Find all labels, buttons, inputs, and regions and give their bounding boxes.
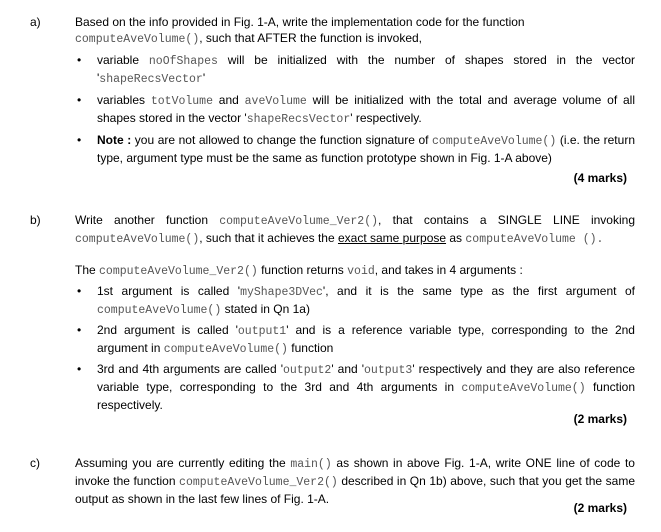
question-b-marks: (2 marks)	[573, 412, 627, 426]
question-b-body	[75, 212, 635, 413]
text: 1st argument is called '	[97, 284, 241, 298]
question-b-bullet-2	[75, 322, 635, 358]
question-b-bullet-1	[75, 283, 635, 319]
code-function-name: computeAveVolume_Ver2()	[219, 215, 379, 228]
code-function-name: computeAveVolume()	[163, 343, 288, 356]
code-type: void	[347, 265, 375, 278]
bullet-icon: •	[77, 133, 82, 147]
text: as shown in above Fig. 1-A, write ONE line of code to invoke the function	[75, 456, 635, 488]
text: Based on the info provided in Fig. 1-A, write the implementation code for the function	[75, 15, 525, 29]
question-a-intro	[75, 14, 635, 48]
text: 2nd argument is called '	[97, 323, 238, 337]
code-function-name: computeAveVolume_Ver2()	[179, 476, 338, 489]
bullet-icon: •	[77, 53, 82, 67]
text: (i.e. the return type, argument type must be the same as function prototype shown in Fig. 1-A above)	[97, 133, 635, 165]
bullet-icon: •	[77, 362, 82, 376]
text: , such that it achieves the	[199, 231, 338, 245]
question-c-body	[75, 455, 635, 507]
code-var: output3	[364, 364, 413, 377]
code-var: myShape3DVec	[240, 286, 323, 299]
code-var: noOfShapes	[148, 55, 218, 68]
question-b-para-2	[75, 262, 635, 280]
note-label: Note :	[97, 133, 132, 147]
text: as	[446, 231, 466, 245]
code-var: shapeRecsVector	[246, 113, 351, 126]
question-a-bullet-1	[75, 52, 635, 88]
text: 3rd and 4th arguments are called '	[97, 362, 283, 376]
code-var: totVolume	[150, 95, 213, 108]
question-b-para-1	[75, 212, 635, 248]
code-function-name: computeAveVolume()	[97, 304, 222, 317]
question-c-marks: (2 marks)	[573, 501, 627, 515]
text: function returns	[257, 263, 348, 277]
code-function-name: computeAveVolume_Ver2()	[99, 265, 258, 278]
text: ', and it is the same type as the first argument of	[322, 284, 635, 298]
code-function-name: computeAveVolume()	[75, 233, 200, 246]
text: ' respectively and they are also reference variable type, corresponding to the 3rd and 4th arguments in	[97, 362, 635, 394]
code-var: output1	[237, 325, 287, 338]
text: function respectively.	[97, 380, 635, 412]
text: will be initialized with the total and average volume of all shapes stored in the vector '	[97, 93, 635, 125]
text: Write another function	[75, 213, 220, 227]
question-a-bullet-2	[75, 92, 635, 128]
question-a-bullet-3	[75, 132, 635, 166]
text: '	[202, 71, 206, 85]
bullet-icon: •	[77, 93, 82, 107]
text: ' and '	[331, 362, 365, 376]
code-function-name: computeAveVolume ().	[465, 233, 604, 246]
text: stated in Qn 1a)	[221, 302, 310, 316]
code-var: aveVolume	[244, 95, 307, 108]
code-function-name: computeAveVolume()	[432, 135, 557, 148]
text: variable	[97, 53, 149, 67]
bullet-icon: •	[77, 323, 82, 337]
text: , and takes in 4 arguments :	[374, 263, 523, 277]
question-c-label: c)	[30, 456, 40, 470]
underlined-text: exact same purpose	[337, 231, 447, 245]
text: you are not allowed to change the function signature of	[131, 133, 433, 147]
text: Assuming you are currently editing the	[75, 456, 291, 470]
text: ' and is a reference variable type, corresponding to the 2nd argument in	[97, 323, 635, 355]
text: , that contains a SINGLE LINE invoking	[378, 213, 635, 227]
text: , such that AFTER the function is invoked,	[199, 31, 423, 45]
code-var: shapeRecsVector	[99, 73, 203, 86]
text: function	[287, 341, 334, 355]
question-b-bullet-3	[75, 361, 635, 413]
bullet-icon: •	[77, 284, 82, 298]
code-function-name: computeAveVolume()	[75, 33, 200, 46]
question-a-body	[75, 14, 635, 166]
text: ' respectively.	[350, 111, 422, 125]
code-var: output2	[283, 364, 332, 377]
code-function-name: main()	[290, 458, 332, 471]
text: and	[212, 93, 245, 107]
question-b-label: b)	[30, 213, 41, 227]
text: will be initialized with the number of shapes stored in the vector '	[97, 53, 636, 85]
text: described in Qn 1b) above, such that you get the same output as shown in the last few lines of Fig. 1-A.	[75, 474, 635, 506]
code-function-name: computeAveVolume()	[461, 382, 586, 395]
text: The	[75, 263, 100, 277]
question-a-marks: (4 marks)	[573, 171, 627, 185]
text: variables	[97, 93, 151, 107]
question-a-label: a)	[30, 15, 41, 29]
